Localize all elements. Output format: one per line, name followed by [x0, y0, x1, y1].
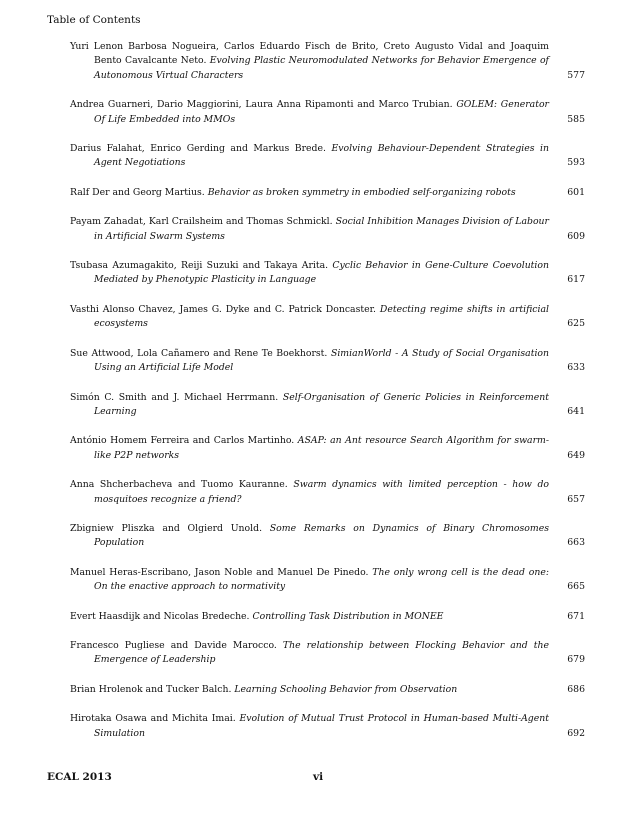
entry-authors: Darius Falahat, Enrico Gerding and Markus Brede. [70, 143, 326, 155]
entry-authors: Zbigniew Pliszka and Olgierd Unold. [70, 522, 263, 534]
entry-page: 679 [567, 654, 585, 666]
toc-entry [70, 391, 585, 420]
toc-entry [70, 639, 585, 668]
entry-title: The only wrong cell is the dead one: On the enactive approach to normativity [94, 566, 549, 593]
toc-entry [70, 186, 585, 200]
entry-authors: Simón C. Smith and J. Michael Herrmann. [70, 391, 279, 403]
entry-authors: Manuel Heras-Escribano, Jason Noble and Manuel De Pinedo. [70, 566, 369, 578]
entry-title: GOLEM: Generator Of Life Embedded into MMOs [94, 99, 549, 125]
entry-page: 601 [567, 186, 585, 198]
toc-entry [70, 434, 585, 463]
entry-page: 633 [567, 362, 585, 374]
entry-page: 609 [567, 230, 585, 242]
entry-authors: Andrea Guarneri, Dario Maggiorini, Laura Anna Ripamonti and Marco Trubian. [70, 99, 453, 111]
entry-title: Social Inhibition Manages Division of Labour in Artificial Swarm Systems [94, 216, 549, 242]
entry-authors: Evert Haasdijk and Nicolas Bredeche. [70, 610, 250, 622]
entry-title: SimianWorld - A Study of Social Organisation Using an Artificial Life Model [94, 347, 550, 374]
entry-title: Some Remarks on Dynamics of Binary Chromosomes Population [94, 522, 549, 549]
entry-title: Controlling Task Distribution in MONEE [252, 610, 444, 622]
entry-page: 625 [567, 318, 585, 330]
entry-page: 649 [567, 449, 585, 461]
entry-title: Evolution of Mutual Trust Protocol in Human-based Multi-Agent Simulation [94, 713, 549, 739]
entry-title: Evolving Behaviour-Dependent Strategies in Agent Negotiations [94, 143, 549, 169]
entry-authors: Anna Shcherbacheva and Tuomo Kauranne. [70, 479, 288, 491]
entry-page: 617 [567, 274, 585, 286]
entry-title: Evolving Plastic Neuromodulated Networks for Behavior Emergence of Autonomous Virtual Characters [94, 55, 549, 81]
toc-entry [70, 478, 585, 507]
entry-authors: Sue Attwood, Lola Cañamero and Rene Te Boekhorst. [70, 347, 328, 359]
table-of-contents [70, 40, 585, 756]
toc-entry [70, 259, 585, 288]
entry-authors: António Homem Ferreira and Carlos Martinho. [70, 435, 295, 447]
entry-page: 671 [567, 610, 585, 622]
entry-page: 686 [567, 683, 585, 695]
toc-entry [70, 522, 585, 551]
entry-page: 657 [567, 493, 585, 505]
entry-authors: Tsubasa Azumagakito, Reiji Suzuki and Takaya Arita. [70, 260, 329, 272]
entry-title: ASAP: an Ant resource Search Algorithm for swarm-like P2P networks [94, 435, 549, 461]
toc-entry [70, 303, 585, 332]
entry-page: 585 [567, 113, 585, 125]
entry-page: 663 [567, 537, 585, 549]
toc-entry [70, 566, 585, 595]
footer-page-number: vi [313, 771, 324, 783]
entry-title: The relationship between Flocking Behavior and the Emergence of Leadership [94, 639, 549, 666]
entry-title: Swarm dynamics with limited perception - how do mosquitoes recognize a friend? [94, 479, 549, 505]
entry-authors: Hirotaka Osawa and Michita Imai. [70, 713, 236, 725]
toc-entry [70, 712, 585, 741]
toc-entry [70, 683, 585, 697]
entry-title: Learning Schooling Behavior from Observation [234, 683, 458, 695]
entry-authors: Vasthi Alonso Chavez, James G. Dyke and C. Patrick Doncaster. [70, 303, 376, 315]
footer-conference: ECAL 2013 [47, 771, 112, 783]
entry-authors: Francesco Pugliese and Davide Marocco. [70, 639, 277, 651]
toc-entry [70, 215, 585, 244]
entry-authors: Yuri Lenon Barbosa Nogueira, Carlos Eduardo Fisch de Brito, Creto Augusto Vidal and Joaquim Bento Cavalcante Neto. [70, 41, 549, 67]
entry-title: Detecting regime shifts in artificial ecosystems [94, 303, 549, 330]
entry-page: 692 [567, 727, 585, 739]
entry-page: 641 [567, 405, 585, 417]
entry-title: Behavior as broken symmetry in embodied self-organizing robots [207, 186, 516, 198]
toc-entry [70, 610, 585, 624]
toc-entry [70, 142, 585, 171]
toc-entry [70, 40, 585, 83]
entry-authors: Ralf Der and Georg Martius. [70, 186, 205, 198]
entry-authors: Payam Zahadat, Karl Crailsheim and Thomas Schmickl. [70, 216, 333, 228]
toc-entry [70, 347, 585, 376]
entry-page: 593 [567, 157, 585, 169]
toc-entry [70, 98, 585, 127]
entry-page: 665 [567, 581, 585, 593]
entry-page: 577 [567, 69, 585, 81]
entry-title: Self-Organisation of Generic Policies in Reinforcement Learning [94, 391, 549, 417]
running-title: Table of Contents [47, 14, 141, 26]
entry-authors: Brian Hrolenok and Tucker Balch. [70, 683, 232, 695]
entry-title: Cyclic Behavior in Gene-Culture Coevolution Mediated by Phenotypic Plasticity in Language [94, 260, 549, 286]
